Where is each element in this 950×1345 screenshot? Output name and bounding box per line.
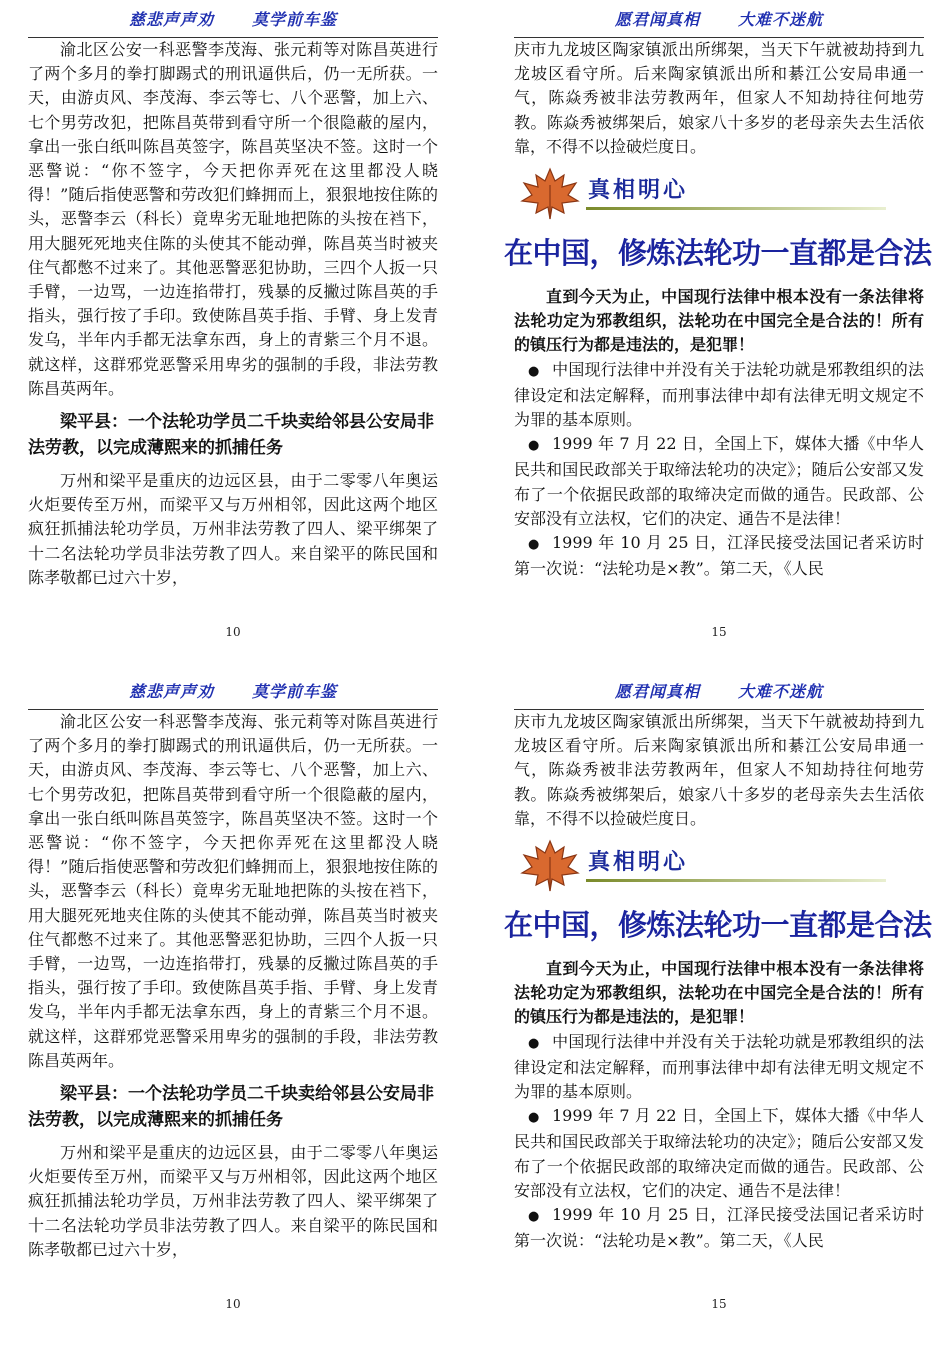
bullet-text: 1999 年 10 月 25 日，江泽民接受法国记者采访时第一次说：“法轮功是×教”。第二天，《人民 [514,533,924,579]
page-number: 15 [711,625,727,639]
running-header [514,672,924,708]
sheet-top [0,0,950,672]
lead-paragraph: 直到今天为止，中国现行法律中根本没有一条法律将法轮功定为邪教组织，法轮功在中国完全是合法的！所有的镇压行为都是违法的，是犯罪！ [514,287,924,355]
bullet-icon: ● [528,1209,540,1225]
left-page [28,0,438,590]
header-part-1: 愿君闻真相 [614,681,700,701]
page-number: 10 [225,625,241,639]
bullet-item [514,1203,924,1253]
bullet-icon: ● [528,537,540,553]
section-subheading: 梁平县：一个法轮功学员二千块卖给邻县公安局非法劳教，以完成薄熙来的抓捕任务 [28,1084,434,1131]
right-page [504,672,932,1253]
page-number: 15 [711,1297,727,1311]
section-banner [514,837,924,899]
maple-leaf-icon [516,165,586,221]
header-part-1: 慈悲声声劝 [128,681,214,701]
body-paragraph-2: 万州和梁平是重庆的边远区县，由于二零零八年奥运火炬要传至万州，而梁平又与万州相邻，因此这两个地区疯狂抓捕法轮功学员，万州非法劳教了四人、梁平绑架了十二名法轮功学员非法劳教了四人。来自梁平的陈民国和陈孝敬都已过六十岁， [28,1143,438,1259]
left-page [28,672,438,1262]
bullet-text: 中国现行法律中并没有关于法轮功就是邪教组织的法律设定和法定解释，而刑事法律中却有法律无明文规定不为罪的基本原则。 [514,1031,924,1102]
banner-underline [586,207,886,210]
continuation-paragraph: 庆市九龙坡区陶家镇派出所绑架，当天下午就被劫持到九龙坡区看守所。后来陶家镇派出所和綦江公安局串通一气，陈焱秀被非法劳教两年，但家人不知劫持往何地劳教。陈焱秀被绑架后，娘家八十多岁的老母亲失去生活依靠，不得不以捡破烂度日。 [514,712,924,828]
header-part-2: 大难不迷航 [738,681,824,701]
bullet-icon: ● [528,1035,540,1051]
header-part-2: 莫学前车鉴 [252,681,338,701]
banner-title: 真相明心 [588,850,689,876]
bullet-item [514,358,924,433]
lead-paragraph: 直到今天为止，中国现行法律中根本没有一条法律将法轮功定为邪教组织，法轮功在中国完全是合法的！所有的镇压行为都是违法的，是犯罪！ [514,959,924,1027]
section-banner [514,165,924,227]
bullet-item [514,531,924,581]
running-header [28,672,438,708]
sheet-bottom [0,672,950,1344]
header-part-2: 大难不迷航 [738,9,824,29]
article-title: 在中国，修炼法轮功一直都是合法 [504,908,932,943]
header-part-2: 莫学前车鉴 [252,9,338,29]
right-page [504,0,932,581]
body-paragraph: 渝北区公安一科恶警李茂海、张元莉等对陈昌英进行了两个多月的拳打脚踢式的刑讯逼供后，仍一无所获。一天，由游贞风、李茂海、李云等七、八个恶警，加上六、七个男劳改犯，把陈昌英带到看守所一个很隐蔽的屋内，拿出一张白纸叫陈昌英签字，陈昌英坚决不签。这时一个恶警说：“你不签字，今天把你弄死在这里都没人晓得！”随后指使恶警和劳改犯们蜂拥而上，狠狠地按住陈的头，恶警李云（科长）竟卑劣无耻地把陈的头按在裆下，用大腿死死地夹住陈的头使其不能动弹，陈昌英当时被夹住气都憋不过来了。其他恶警恶犯协助，三四个人扳一只手臂，一边骂，一边连掐带打，残暴的反撇过陈昌英的手指头，强行按了手印。致使陈昌英手指、手臂、身上发青发乌，半年内手都无法拿东西，身上的青紫三个月不退。就这样，这群邪党恶警采用卑劣的强制的手段，非法劳教陈昌英两年。 [28,712,438,1070]
bullet-icon: ● [528,363,540,379]
banner-title: 真相明心 [588,178,689,204]
page-number: 10 [225,1297,241,1311]
bullet-text: 1999 年 7 月 22 日，全国上下，媒体大播《中华人民共和国民政部关于取缔法轮功的决定》；随后公安部又发布了一个依据民政部的取缔决定而做的通告。民政部、公安部没有立法权，它们的决定、通告不是法律！ [514,1106,924,1200]
continuation-paragraph: 庆市九龙坡区陶家镇派出所绑架，当天下午就被劫持到九龙坡区看守所。后来陶家镇派出所和綦江公安局串通一气，陈焱秀被非法劳教两年，但家人不知劫持往何地劳教。陈焱秀被绑架后，娘家八十多岁的老母亲失去生活依靠，不得不以捡破烂度日。 [514,40,924,156]
article-title: 在中国，修炼法轮功一直都是合法 [504,236,932,271]
bullet-text: 1999 年 10 月 25 日，江泽民接受法国记者采访时第一次说：“法轮功是×教”。第二天，《人民 [514,1205,924,1251]
bullet-icon: ● [528,438,540,454]
header-part-1: 慈悲声声劝 [128,9,214,29]
running-header [514,0,924,36]
bullet-text: 1999 年 7 月 22 日，全国上下，媒体大播《中华人民共和国民政部关于取缔法轮功的决定》；随后公安部又发布了一个依据民政部的取缔决定而做的通告。民政部、公安部没有立法权，它们的决定、通告不是法律！ [514,434,924,528]
bullet-item [514,432,924,531]
header-part-1: 愿君闻真相 [614,9,700,29]
bullet-item [514,1104,924,1203]
bullet-icon: ● [528,1110,540,1126]
section-subheading: 梁平县：一个法轮功学员二千块卖给邻县公安局非法劳教，以完成薄熙来的抓捕任务 [28,412,434,459]
banner-underline [586,879,886,882]
maple-leaf-icon [516,837,586,893]
bullet-text: 中国现行法律中并没有关于法轮功就是邪教组织的法律设定和法定解释，而刑事法律中却有法律无明文规定不为罪的基本原则。 [514,359,924,430]
running-header [28,0,438,36]
body-paragraph: 渝北区公安一科恶警李茂海、张元莉等对陈昌英进行了两个多月的拳打脚踢式的刑讯逼供后，仍一无所获。一天，由游贞风、李茂海、李云等七、八个恶警，加上六、七个男劳改犯，把陈昌英带到看守所一个很隐蔽的屋内，拿出一张白纸叫陈昌英签字，陈昌英坚决不签。这时一个恶警说：“你不签字，今天把你弄死在这里都没人晓得！”随后指使恶警和劳改犯们蜂拥而上，狠狠地按住陈的头，恶警李云（科长）竟卑劣无耻地把陈的头按在裆下，用大腿死死地夹住陈的头使其不能动弹，陈昌英当时被夹住气都憋不过来了。其他恶警恶犯协助，三四个人扳一只手臂，一边骂，一边连掐带打，残暴的反撇过陈昌英的手指头，强行按了手印。致使陈昌英手指、手臂、身上发青发乌，半年内手都无法拿东西，身上的青紫三个月不退。就这样，这群邪党恶警采用卑劣的强制的手段，非法劳教陈昌英两年。 [28,40,438,398]
bullet-item [514,1030,924,1105]
body-paragraph-2: 万州和梁平是重庆的边远区县，由于二零零八年奥运火炬要传至万州，而梁平又与万州相邻，因此这两个地区疯狂抓捕法轮功学员，万州非法劳教了四人、梁平绑架了十二名法轮功学员非法劳教了四人。来自梁平的陈民国和陈孝敬都已过六十岁， [28,471,438,587]
